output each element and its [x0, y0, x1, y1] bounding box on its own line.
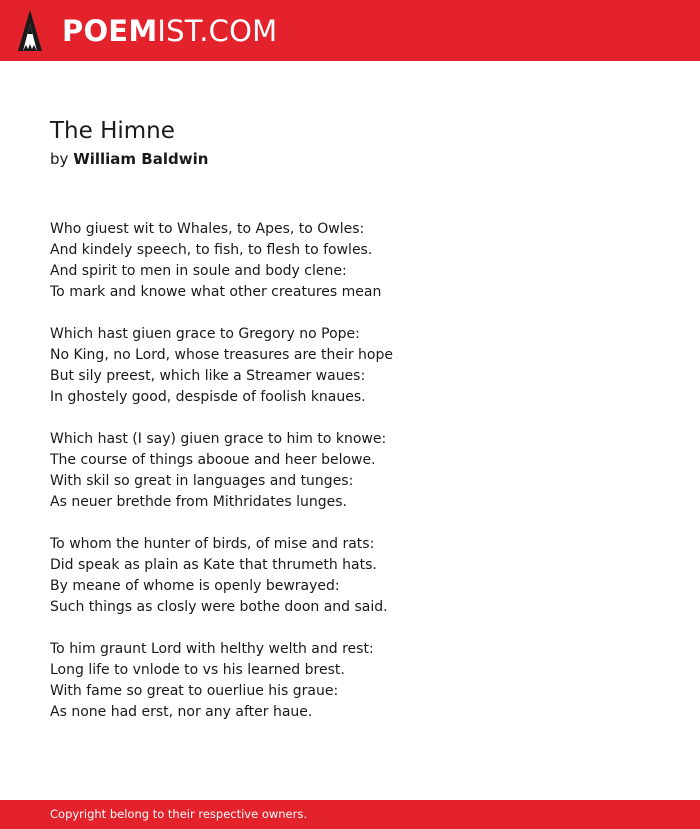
- pencil-tip-icon[interactable]: [18, 10, 42, 51]
- poem-line: With skil so great in languages and tunges:: [50, 473, 354, 489]
- stanza-1: [50, 219, 650, 303]
- poem-line: With fame so great to ouerliue his graue:: [50, 683, 339, 699]
- poem-byline: [50, 149, 208, 169]
- site-logo[interactable]: [62, 13, 277, 49]
- stanza-5: [50, 639, 650, 723]
- author-name: William Baldwin: [73, 150, 209, 168]
- stanza-2: [50, 324, 650, 408]
- poem-line: As none had erst, nor any after haue.: [50, 704, 313, 720]
- site-header: [0, 0, 700, 61]
- poem-line: To whom the hunter of birds, of mise and rats:: [50, 536, 375, 552]
- poem-line: And kindely speech, to fish, to flesh to fowles.: [50, 242, 373, 258]
- poem-line: But sily preest, which like a Streamer waues:: [50, 368, 366, 384]
- stanza-3: [50, 429, 650, 513]
- poem-line: The course of things abooue and heer belowe.: [50, 452, 376, 468]
- poem-line: As neuer brethde from Mithridates lunges.: [50, 494, 347, 510]
- poem-line: Did speak as plain as Kate that thrumeth hats.: [50, 557, 377, 573]
- poem-line: And spirit to men in soule and body clene:: [50, 263, 347, 279]
- site-footer: [0, 800, 700, 829]
- logo-light-text: IST.COM: [157, 14, 278, 48]
- poem-body: [50, 219, 650, 744]
- copyright-notice: Copyright belong to their respective owners.: [50, 807, 308, 821]
- poem-line: Which hast (I say) giuen grace to him to knowe:: [50, 431, 387, 447]
- poem-line: Who giuest wit to Whales, to Apes, to Owles:: [50, 221, 365, 237]
- stanza-4: [50, 534, 650, 618]
- logo-bold-text: POEM: [62, 14, 158, 48]
- poem-line: To him graunt Lord with helthy welth and rest:: [50, 641, 374, 657]
- poem-line: By meane of whome is openly bewrayed:: [50, 578, 340, 594]
- poem-line: To mark and knowe what other creatures mean: [50, 284, 382, 300]
- poem-line: Such things as closly were bothe doon and said.: [50, 599, 388, 615]
- by-label: by: [50, 150, 69, 168]
- poem-line: Long life to vnlode to vs his learned brest.: [50, 662, 345, 678]
- poem-title: The Himne: [50, 118, 175, 144]
- poem-line: In ghostely good, despisde of foolish knaues.: [50, 389, 366, 405]
- poem-line: Which hast giuen grace to Gregory no Pope:: [50, 326, 360, 342]
- poem-line: No King, no Lord, whose treasures are their hope: [50, 347, 393, 363]
